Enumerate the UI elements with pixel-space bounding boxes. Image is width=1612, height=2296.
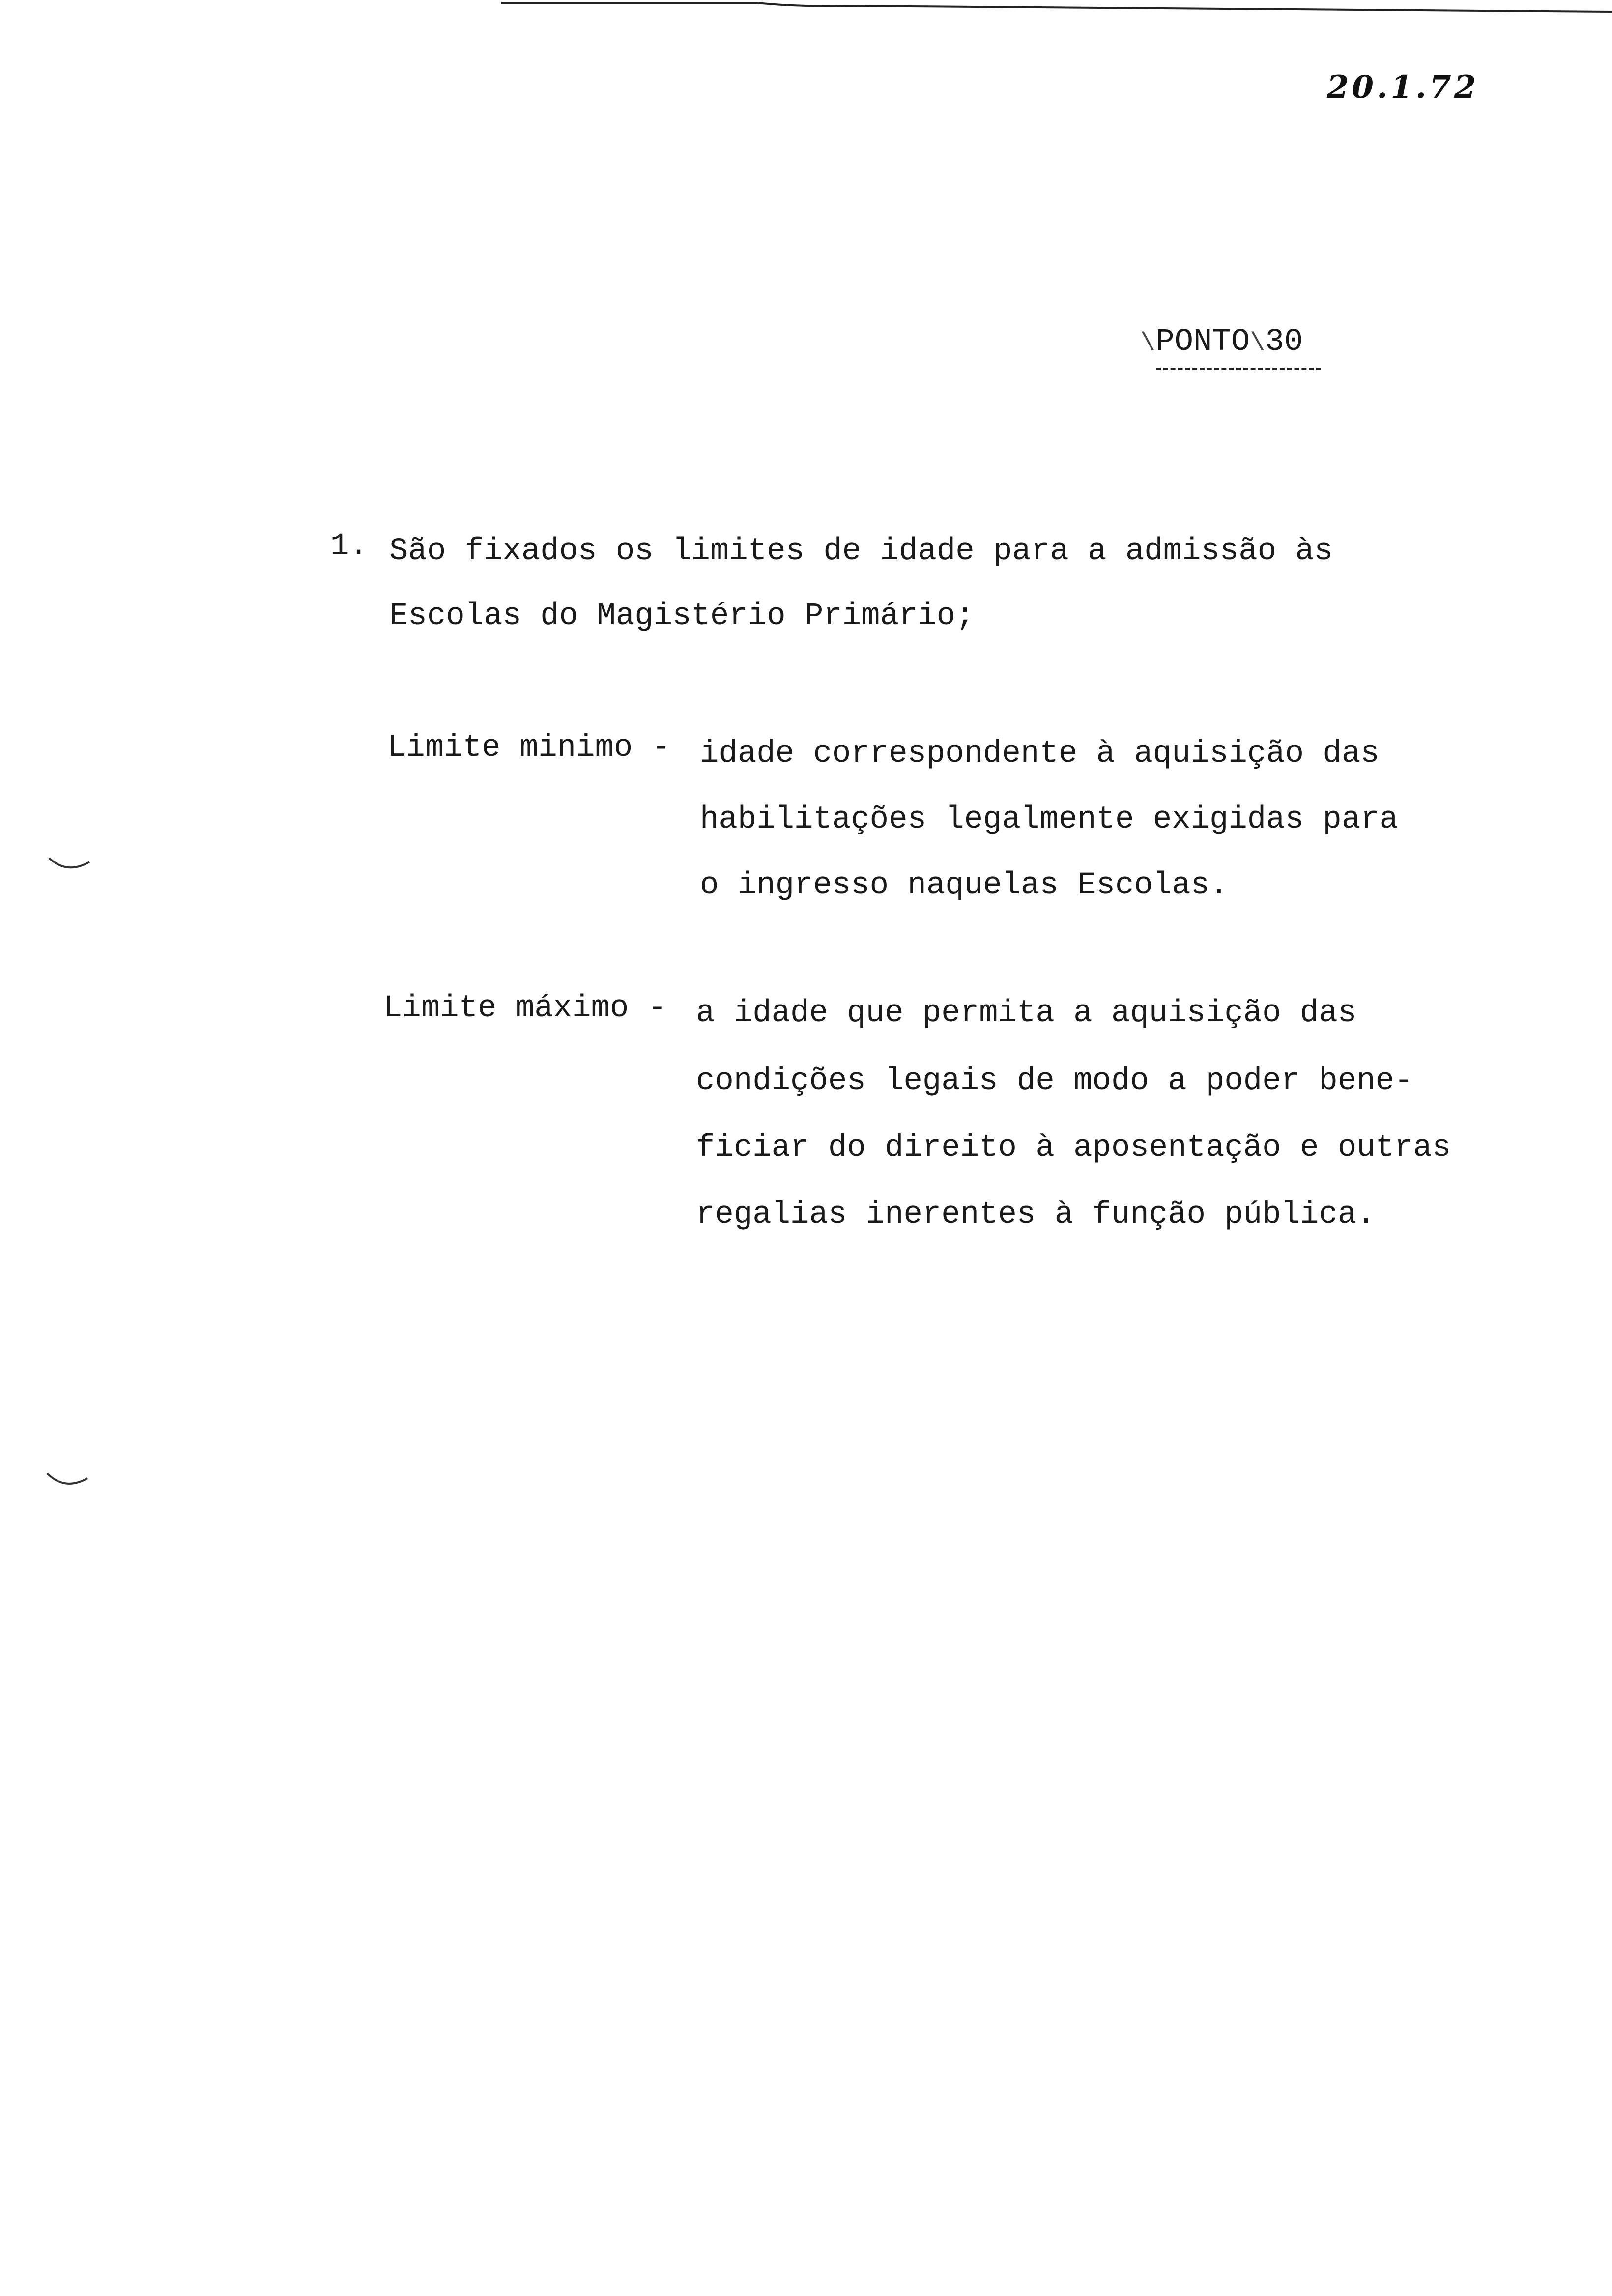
item-line-2: Escolas do Magistério Primário; — [389, 599, 975, 634]
punch-hole-mark-lower — [45, 1469, 89, 1489]
limit-min-label: Limite minimo - — [387, 730, 671, 766]
limit-min-line-3: o ingresso naquelas Escolas. — [700, 868, 1229, 903]
limit-max-line-2: condições legais de modo a poder bene- — [696, 1063, 1413, 1099]
limit-min-line-2: habilitações legalmente exigidas para — [700, 802, 1399, 837]
limit-max-line-4: regalias inerentes à função pública. — [696, 1197, 1376, 1233]
item-line-1: São fixados os limites de idade para a admissão às — [389, 534, 1333, 569]
item-number: 1. — [330, 529, 368, 564]
limit-max-line-1: a idade que permita a aquisição das — [696, 996, 1357, 1031]
heading-separator-mark: \ — [1250, 329, 1266, 358]
document-heading — [1140, 324, 1303, 360]
punch-hole-mark-upper — [47, 855, 91, 875]
scan-edge-line — [501, 0, 1612, 15]
heading-tick-mark: \ — [1140, 329, 1156, 358]
heading-underline — [1156, 365, 1321, 370]
limit-max-label: Limite máximo - — [383, 991, 667, 1026]
limit-max-line-3: ficiar do direito à aposentação e outras — [696, 1130, 1451, 1166]
limit-min-line-1: idade correspondente à aquisição das — [700, 736, 1380, 772]
handwritten-date: 20.1.72 — [1327, 69, 1479, 106]
heading-label: PONTO — [1155, 324, 1250, 360]
heading-number: 30 — [1265, 324, 1303, 360]
